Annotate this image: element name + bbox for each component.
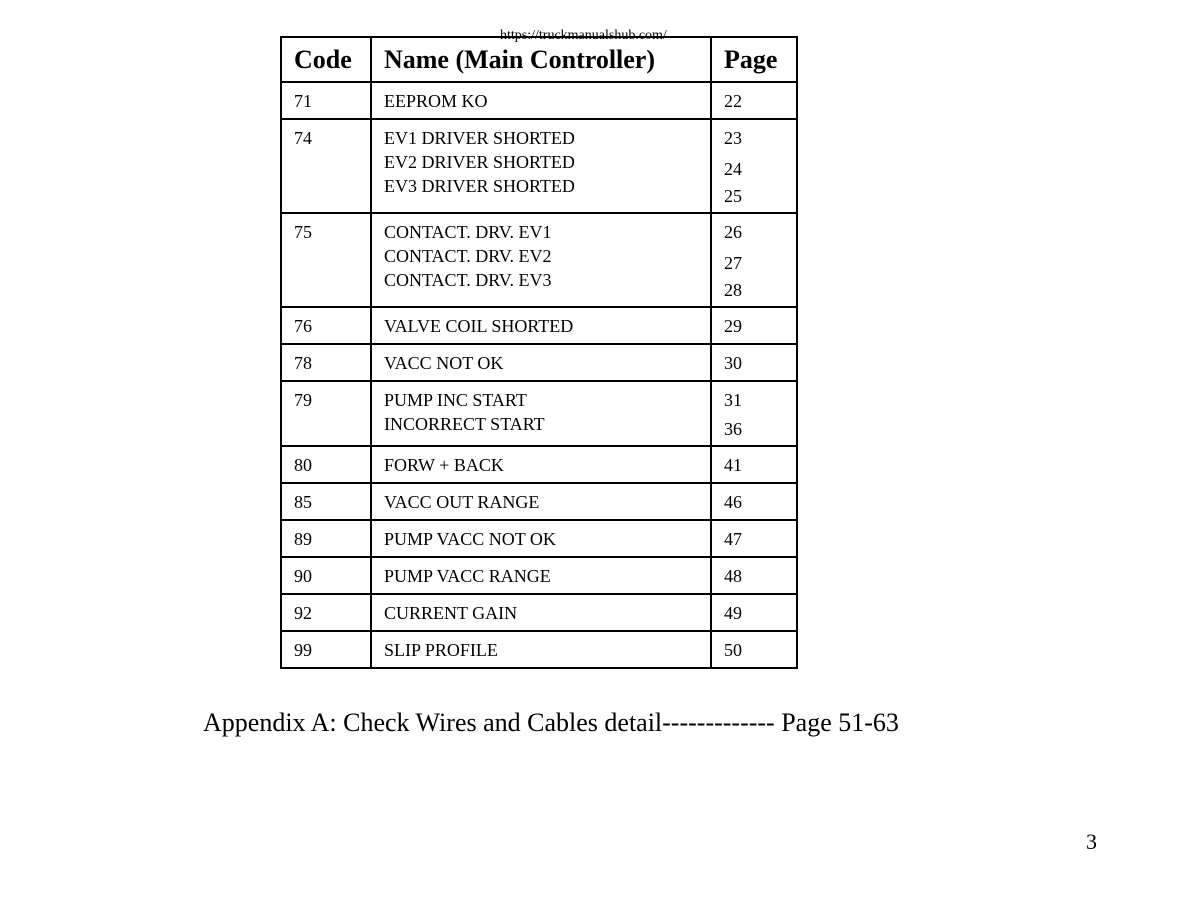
fault-name: CONTACT. DRV. EV2 bbox=[384, 246, 552, 266]
fault-code-table bbox=[280, 36, 798, 669]
fault-name: SLIP PROFILE bbox=[384, 640, 498, 660]
page-ref: 29 bbox=[724, 316, 742, 336]
fault-name: VACC NOT OK bbox=[384, 353, 504, 373]
fault-name: CONTACT. DRV. EV1 bbox=[384, 222, 552, 242]
page-cell bbox=[711, 557, 797, 594]
code-cell: 80 bbox=[281, 446, 371, 483]
table-row bbox=[281, 213, 797, 307]
code-cell: 85 bbox=[281, 483, 371, 520]
fault-name: EV2 DRIVER SHORTED bbox=[384, 152, 575, 172]
header-name: Name (Main Controller) bbox=[371, 37, 711, 82]
table-row bbox=[281, 344, 797, 381]
page-cell bbox=[711, 344, 797, 381]
page-ref: 25 bbox=[724, 186, 742, 206]
name-cell bbox=[371, 631, 711, 668]
code-cell: 76 bbox=[281, 307, 371, 344]
page-cell bbox=[711, 213, 797, 307]
fault-name: FORW + BACK bbox=[384, 455, 504, 475]
code-cell: 92 bbox=[281, 594, 371, 631]
page-ref: 47 bbox=[724, 529, 742, 549]
code-cell: 79 bbox=[281, 381, 371, 446]
page-cell bbox=[711, 631, 797, 668]
code-cell: 71 bbox=[281, 82, 371, 119]
name-cell bbox=[371, 557, 711, 594]
fault-name: PUMP VACC NOT OK bbox=[384, 529, 556, 549]
fault-name: EEPROM KO bbox=[384, 91, 488, 111]
page-cell bbox=[711, 594, 797, 631]
page-ref: 26 bbox=[724, 222, 742, 242]
name-cell bbox=[371, 119, 711, 213]
page-ref: 27 bbox=[724, 253, 742, 273]
page-ref: 31 bbox=[724, 390, 742, 410]
name-cell bbox=[371, 446, 711, 483]
fault-name: PUMP INC START bbox=[384, 390, 527, 410]
name-cell bbox=[371, 483, 711, 520]
page-ref: 48 bbox=[724, 566, 742, 586]
page-cell bbox=[711, 381, 797, 446]
name-cell bbox=[371, 82, 711, 119]
fault-name: CONTACT. DRV. EV3 bbox=[384, 270, 552, 290]
table-row bbox=[281, 631, 797, 668]
name-cell bbox=[371, 381, 711, 446]
page-ref: 24 bbox=[724, 159, 742, 179]
page-cell bbox=[711, 82, 797, 119]
fault-name: VACC OUT RANGE bbox=[384, 492, 540, 512]
fault-name: VALVE COIL SHORTED bbox=[384, 316, 574, 336]
fault-name: CURRENT GAIN bbox=[384, 603, 518, 623]
name-cell bbox=[371, 307, 711, 344]
name-cell bbox=[371, 213, 711, 307]
code-cell: 78 bbox=[281, 344, 371, 381]
page-ref: 22 bbox=[724, 91, 742, 111]
page-ref: 46 bbox=[724, 492, 742, 512]
table-row bbox=[281, 82, 797, 119]
table-row bbox=[281, 557, 797, 594]
table-row bbox=[281, 594, 797, 631]
table-row bbox=[281, 119, 797, 213]
page-cell bbox=[711, 446, 797, 483]
page-ref: 36 bbox=[724, 419, 742, 439]
appendix-reference: Appendix A: Check Wires and Cables detail------------- Page 51-63 bbox=[203, 708, 899, 737]
code-cell: 74 bbox=[281, 119, 371, 213]
fault-name: PUMP VACC RANGE bbox=[384, 566, 551, 586]
code-cell: 90 bbox=[281, 557, 371, 594]
name-cell bbox=[371, 594, 711, 631]
page-ref: 41 bbox=[724, 455, 742, 475]
table-row bbox=[281, 520, 797, 557]
table-row bbox=[281, 483, 797, 520]
table-body bbox=[281, 82, 797, 668]
table-header-row bbox=[281, 37, 797, 82]
table-row bbox=[281, 446, 797, 483]
name-cell bbox=[371, 520, 711, 557]
header-code: Code bbox=[281, 37, 371, 82]
page-cell bbox=[711, 119, 797, 213]
page-ref: 49 bbox=[724, 603, 742, 623]
page-ref: 50 bbox=[724, 640, 742, 660]
fault-name: EV1 DRIVER SHORTED bbox=[384, 128, 575, 148]
table-row bbox=[281, 381, 797, 446]
code-cell: 89 bbox=[281, 520, 371, 557]
page-number: 3 bbox=[1086, 829, 1097, 854]
watermark-url: https://truckmanualshub.com/ bbox=[500, 28, 667, 43]
header-page: Page bbox=[711, 37, 797, 82]
page-cell bbox=[711, 520, 797, 557]
fault-name: EV3 DRIVER SHORTED bbox=[384, 176, 575, 196]
page-ref: 30 bbox=[724, 353, 742, 373]
code-cell: 99 bbox=[281, 631, 371, 668]
table-row bbox=[281, 307, 797, 344]
name-cell bbox=[371, 344, 711, 381]
code-cell: 75 bbox=[281, 213, 371, 307]
page-ref: 23 bbox=[724, 128, 742, 148]
page-ref: 28 bbox=[724, 280, 742, 300]
page-cell bbox=[711, 307, 797, 344]
fault-name: INCORRECT START bbox=[384, 414, 545, 434]
page-cell bbox=[711, 483, 797, 520]
